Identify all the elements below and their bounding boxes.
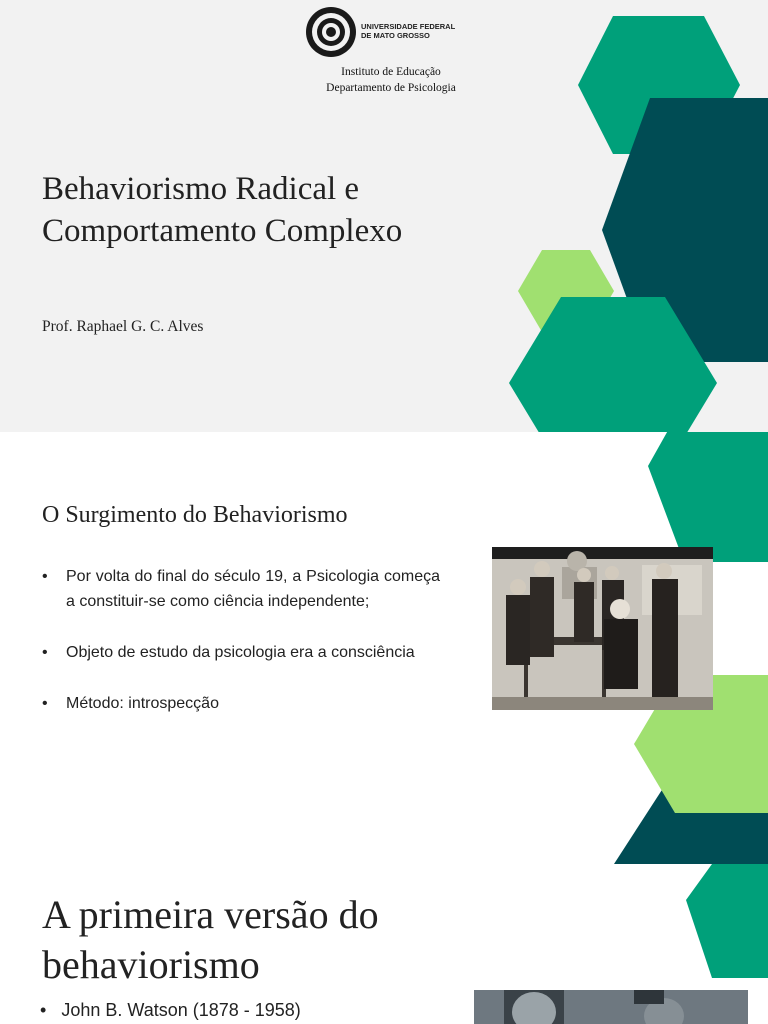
slide-title (0, 0, 768, 432)
author-name: Prof. Raphael G. C. Alves (42, 318, 204, 335)
list-item: • John B. Watson (1878 - 1958) (40, 1000, 301, 1020)
bullet-icon: • (42, 644, 48, 661)
slide-heading: O Surgimento do Behaviorismo (42, 502, 348, 528)
slide-primeira-versao (0, 864, 768, 1024)
hexagon-teal-top (648, 432, 768, 562)
historical-photo (492, 547, 713, 710)
portrait-photo (474, 990, 748, 1024)
slide-heading: A primeira versão do behaviorismo (42, 892, 379, 987)
bullet-icon: • (42, 695, 48, 712)
list-item: • Método: introspecção (42, 691, 440, 716)
institute-name: Instituto de Educação (341, 66, 441, 78)
bullet-icon: • (40, 1000, 47, 1020)
university-logo (305, 4, 465, 60)
university-name: UNIVERSIDADE FEDERAL DE MATO GROSSO (361, 22, 456, 40)
bullet-list (42, 564, 440, 742)
department-name: Departamento de Psicologia (326, 82, 456, 94)
slide-surgimento (0, 432, 768, 864)
hexagon-teal (686, 864, 768, 978)
institute-info (300, 64, 482, 96)
list-item: • Por volta do final do século 19, a Psicologia começa a constituir-se como ciência independente; (42, 564, 440, 614)
university-seal-icon (305, 4, 357, 60)
bullet-icon: • (42, 568, 48, 585)
list-item: • Objeto de estudo da psicologia era a consciência (42, 640, 440, 665)
presentation-title: Behaviorismo Radical e Comportamento Complexo (42, 171, 403, 249)
